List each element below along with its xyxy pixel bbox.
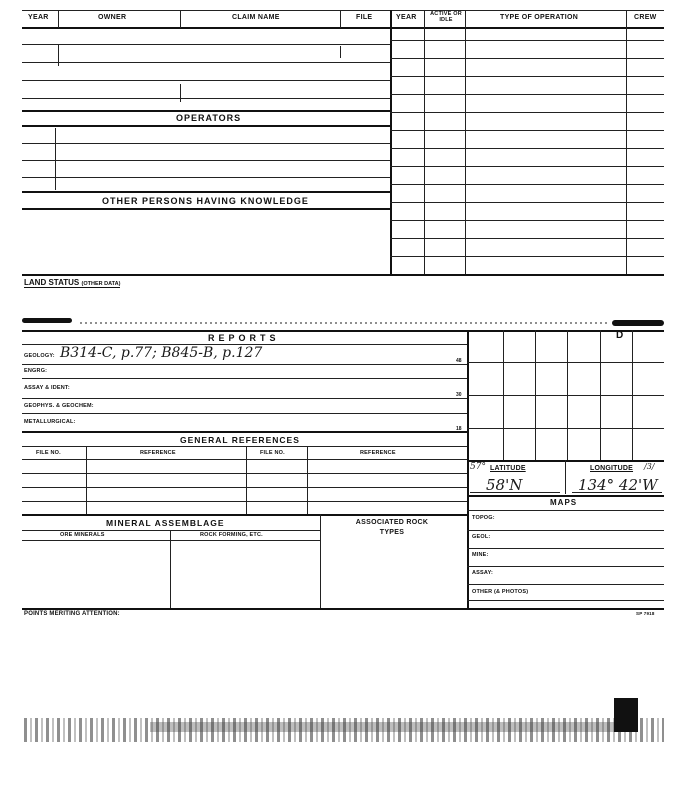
maps-title: MAPS <box>550 498 578 507</box>
entry-line <box>467 584 664 585</box>
rule <box>22 459 467 460</box>
col-divider <box>246 446 247 514</box>
page-no: 18 <box>456 426 462 432</box>
rule <box>22 398 467 399</box>
rule <box>22 191 390 193</box>
report-label-engrg: ENGRG: <box>24 368 48 374</box>
rule <box>22 27 664 29</box>
scan-artifact-shadow <box>150 722 630 732</box>
entry-line <box>22 98 390 99</box>
entry-line <box>22 177 390 178</box>
rule <box>467 510 664 511</box>
rule <box>22 378 467 379</box>
header-file: FILE <box>356 14 373 21</box>
latitude-prefix: 57° <box>470 462 486 472</box>
longitude-suffix: /3/ <box>644 462 655 471</box>
grid-line <box>467 395 664 396</box>
handwritten-geology: B314-C, p.77; B845-B, p.127 <box>60 345 263 361</box>
scan-black-block <box>614 698 638 732</box>
grid-line <box>467 362 664 363</box>
rule <box>22 274 664 276</box>
entry-line <box>467 566 664 567</box>
scan-mark <box>22 318 72 323</box>
entry-line <box>390 112 664 113</box>
col-divider <box>465 10 466 274</box>
longitude-value: 134° 42'W <box>578 476 658 494</box>
rule <box>22 125 390 127</box>
maps-topog-label: TOPOG: <box>472 515 495 521</box>
underline <box>572 492 662 493</box>
entry-line <box>390 202 664 203</box>
tick <box>340 46 341 58</box>
latitude-label: LATITUDE <box>490 465 526 472</box>
underline <box>470 492 560 493</box>
col-divider <box>58 10 59 28</box>
entry-line <box>390 148 664 149</box>
entry-line <box>22 62 390 63</box>
entry-line <box>390 94 664 95</box>
entry-line <box>22 160 390 161</box>
col-divider <box>320 514 321 608</box>
entry-line <box>390 166 664 167</box>
entry-line <box>390 58 664 59</box>
col-divider <box>340 10 341 28</box>
entry-line <box>390 184 664 185</box>
reports-title: REPORTS <box>208 333 280 343</box>
rule <box>22 514 467 516</box>
entry-line <box>390 130 664 131</box>
col-divider <box>307 446 308 514</box>
grid-line <box>467 428 664 429</box>
operators-label: OPERATORS <box>176 113 242 123</box>
scan-mark <box>612 320 664 326</box>
ref-header-reference-2: REFERENCE <box>360 450 396 456</box>
entry-line <box>22 473 467 474</box>
entry-line <box>390 238 664 239</box>
ref-header-reference-1: REFERENCE <box>140 450 176 456</box>
header-active-or-idle: ACTIVE OR IDLE <box>430 11 462 23</box>
entry-line <box>22 80 390 81</box>
report-label-assay: ASSAY & IDENT: <box>24 385 70 391</box>
report-label-metallurgical: METALLURGICAL: <box>24 419 76 425</box>
entry-line <box>467 548 664 549</box>
entry-line <box>390 220 664 221</box>
entry-line <box>390 40 664 41</box>
associated-rock-types-label <box>354 518 430 538</box>
rule <box>22 208 390 210</box>
rock-forming-label: ROCK FORMING, ETC. <box>200 532 263 538</box>
tick <box>180 84 181 102</box>
entry-line <box>467 600 664 601</box>
associated-rock-types-text: ASSOCIATED ROCK TYPES <box>355 519 429 536</box>
header-claim-name: CLAIM NAME <box>232 14 280 21</box>
ref-header-file-no-1: FILE NO. <box>36 450 61 456</box>
entry-line <box>22 487 467 488</box>
form-number: SP 7918 <box>636 611 655 616</box>
general-references-title: GENERAL REFERENCES <box>180 435 300 445</box>
maps-other-label: OTHER (& PHOTOS) <box>472 589 529 595</box>
header-owner: OWNER <box>98 14 127 21</box>
entry-line <box>390 76 664 77</box>
rule <box>22 10 664 11</box>
other-persons-label: OTHER PERSONS HAVING KNOWLEDGE <box>102 196 309 206</box>
report-label-geology: GEOLOGY: <box>24 353 55 359</box>
ref-header-file-no-2: FILE NO. <box>260 450 285 456</box>
longitude-label: LONGITUDE <box>590 465 634 472</box>
rule <box>22 431 467 433</box>
rule <box>22 413 467 414</box>
ore-minerals-label: ORE MINERALS <box>60 532 105 538</box>
land-status-label: LAND STATUS <box>24 278 80 287</box>
header-crew: CREW <box>634 14 657 21</box>
maps-geol-label: GEOL: <box>472 534 491 540</box>
page-no: 48 <box>456 358 462 364</box>
entry-line <box>390 256 664 257</box>
rule <box>467 495 664 497</box>
col-divider <box>170 530 171 608</box>
report-label-geophys: GEOPHYS. & GEOCHEM: <box>24 403 94 409</box>
land-status-sublabel: (OTHER DATA) <box>81 281 121 287</box>
rule <box>22 446 467 447</box>
entry-line <box>22 44 390 45</box>
page-no: 30 <box>456 392 462 398</box>
entry-line <box>467 530 664 531</box>
rule <box>22 608 664 610</box>
latitude-value: 58'N <box>486 476 523 494</box>
tick <box>55 128 56 190</box>
scan-noise <box>80 322 610 324</box>
maps-assay-label: ASSAY: <box>472 570 494 576</box>
rule <box>22 530 320 531</box>
rule <box>22 364 467 365</box>
header-type-of-operation: TYPE OF OPERATION <box>500 14 579 21</box>
header-year: YEAR <box>28 14 49 21</box>
tick <box>58 44 59 66</box>
entry-line <box>22 143 390 144</box>
entry-line <box>22 501 467 502</box>
rule <box>22 540 320 541</box>
corner-mark: D <box>616 330 625 341</box>
col-divider <box>390 10 392 274</box>
col-divider <box>565 460 566 494</box>
land-status-heading <box>24 278 120 288</box>
rule <box>22 110 390 112</box>
mineral-assemblage-title: MINERAL ASSEMBLAGE <box>106 518 225 528</box>
col-divider <box>424 10 425 274</box>
points-meriting-attention-label: POINTS MERITING ATTENTION: <box>24 611 120 617</box>
col-divider <box>626 10 627 274</box>
header-year-2: YEAR <box>396 14 417 21</box>
maps-mine-label: MINE: <box>472 552 489 558</box>
col-divider <box>180 10 181 28</box>
col-divider <box>86 446 87 514</box>
